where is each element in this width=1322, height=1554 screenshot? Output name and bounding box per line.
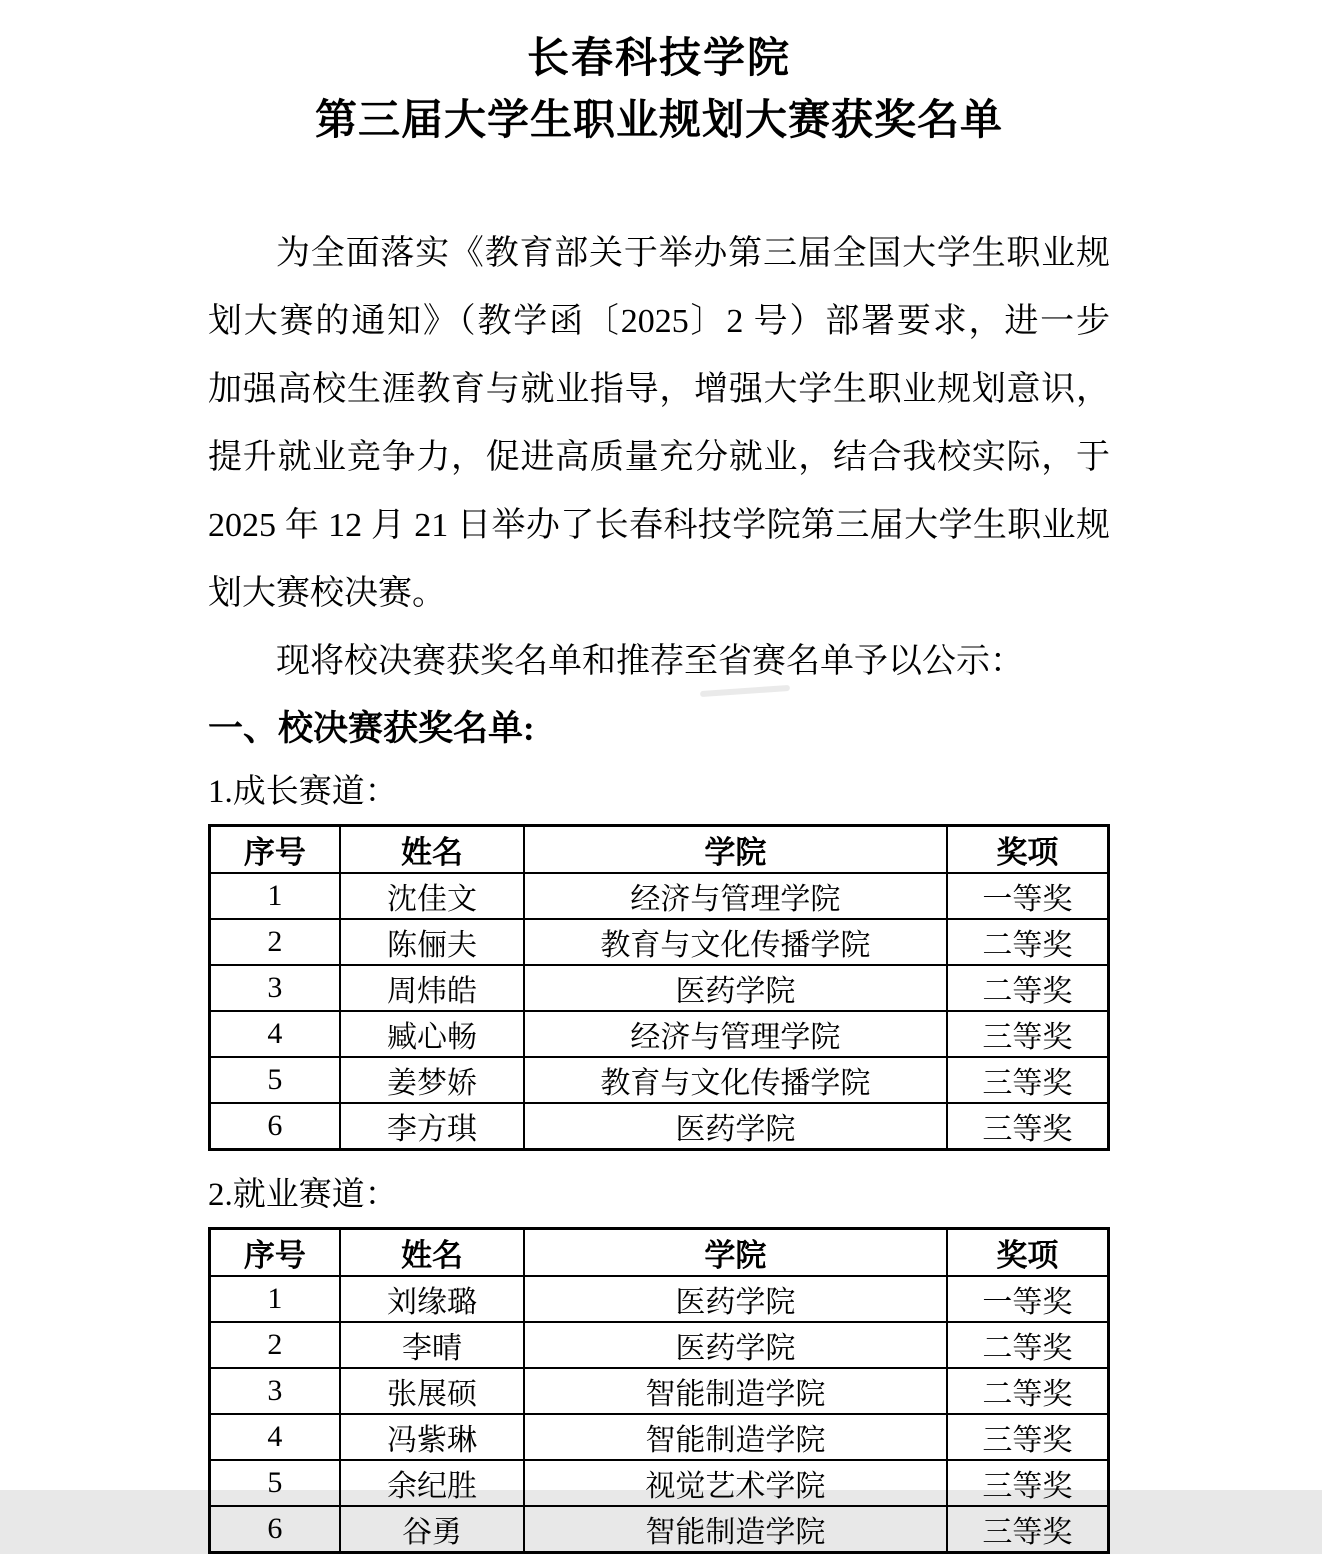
intro-paragraph xyxy=(208,220,1110,628)
intro-line: 加强高校生涯教育与就业指导，增强大学生职业规划意识， xyxy=(208,371,1110,408)
cell-award: 二等奖 xyxy=(947,919,1109,965)
cell-college: 经济与管理学院 xyxy=(524,1011,947,1057)
cell-award: 二等奖 xyxy=(947,1368,1109,1414)
intro-line: 划大赛校决赛。 xyxy=(208,575,446,612)
cell-index: 4 xyxy=(210,1414,340,1460)
cell-college: 医药学院 xyxy=(524,965,947,1011)
column-header-index: 序号 xyxy=(210,1229,340,1277)
cell-name: 陈俪夫 xyxy=(340,919,524,965)
track1-label: 1.成长赛道： xyxy=(208,774,398,810)
table-row xyxy=(210,1276,1109,1322)
cell-college: 医药学院 xyxy=(524,1276,947,1322)
cell-college: 视觉艺术学院 xyxy=(524,1460,947,1506)
column-header-award: 奖项 xyxy=(947,826,1109,874)
cell-college: 经济与管理学院 xyxy=(524,873,947,919)
cell-index: 2 xyxy=(210,1322,340,1368)
cell-name: 张展硕 xyxy=(340,1368,524,1414)
track2-label: 2.就业赛道： xyxy=(208,1177,398,1213)
intro-line: 提升就业竞争力，促进高质量充分就业，结合我校实际，于 xyxy=(208,439,1110,476)
growth-track-table xyxy=(208,824,1110,1151)
column-header-name: 姓名 xyxy=(340,1229,524,1277)
cell-college: 智能制造学院 xyxy=(524,1368,947,1414)
table-row xyxy=(210,1057,1109,1103)
intro-line: 划大赛的通知》（教学函〔2025〕2 号）部署要求，进一步 xyxy=(208,303,1110,340)
cell-award: 三等奖 xyxy=(947,1506,1109,1553)
cell-index: 1 xyxy=(210,873,340,919)
cell-college: 智能制造学院 xyxy=(524,1506,947,1553)
cell-name: 周炜皓 xyxy=(340,965,524,1011)
column-header-college: 学院 xyxy=(524,826,947,874)
table-header-row xyxy=(210,826,1109,874)
cell-award: 一等奖 xyxy=(947,873,1109,919)
cell-award: 三等奖 xyxy=(947,1011,1109,1057)
column-header-name: 姓名 xyxy=(340,826,524,874)
cell-index: 3 xyxy=(210,965,340,1011)
cell-index: 5 xyxy=(210,1057,340,1103)
table-row xyxy=(210,1368,1109,1414)
cell-name: 李晴 xyxy=(340,1322,524,1368)
cell-index: 6 xyxy=(210,1103,340,1150)
cell-name: 沈佳文 xyxy=(340,873,524,919)
cell-award: 一等奖 xyxy=(947,1276,1109,1322)
cell-award: 三等奖 xyxy=(947,1057,1109,1103)
table-header-row xyxy=(210,1229,1109,1277)
cell-index: 1 xyxy=(210,1276,340,1322)
cell-name: 余纪胜 xyxy=(340,1460,524,1506)
cell-index: 3 xyxy=(210,1368,340,1414)
table-row xyxy=(210,919,1109,965)
cell-name: 姜梦娇 xyxy=(340,1057,524,1103)
cell-college: 教育与文化传播学院 xyxy=(524,919,947,965)
announcement-line: 现将校决赛获奖名单和推荐至省赛名单予以公示： xyxy=(276,643,1024,680)
cell-college: 教育与文化传播学院 xyxy=(524,1057,947,1103)
page-subtitle: 第三届大学生职业规划大赛获奖名单 xyxy=(314,98,1003,144)
intro-line: 为全面落实《教育部关于举办第三届全国大学生职业规 xyxy=(276,235,1110,272)
table-row xyxy=(210,1103,1109,1150)
cell-award: 三等奖 xyxy=(947,1460,1109,1506)
table-row xyxy=(210,1322,1109,1368)
cell-award: 二等奖 xyxy=(947,965,1109,1011)
table-row xyxy=(210,1011,1109,1057)
cell-name: 冯紫琳 xyxy=(340,1414,524,1460)
cell-index: 5 xyxy=(210,1460,340,1506)
page-title: 长春科技学院 xyxy=(526,36,791,82)
intro-line: 2025 年 12 月 21 日举办了长春科技学院第三届大学生职业规 xyxy=(208,507,1110,544)
column-header-index: 序号 xyxy=(210,826,340,874)
cell-name: 刘缘璐 xyxy=(340,1276,524,1322)
section-heading-final-list: 一、校决赛获奖名单: xyxy=(208,709,535,748)
table-row xyxy=(210,1460,1109,1506)
cell-award: 三等奖 xyxy=(947,1103,1109,1150)
table-row xyxy=(210,1414,1109,1460)
employment-track-table xyxy=(208,1227,1110,1554)
cell-index: 6 xyxy=(210,1506,340,1553)
cell-college: 智能制造学院 xyxy=(524,1414,947,1460)
cell-index: 2 xyxy=(210,919,340,965)
cell-award: 二等奖 xyxy=(947,1322,1109,1368)
cell-name: 李方琪 xyxy=(340,1103,524,1150)
document-content xyxy=(208,0,1110,1554)
cell-college: 医药学院 xyxy=(524,1322,947,1368)
table-row xyxy=(210,1506,1109,1553)
cell-index: 4 xyxy=(210,1011,340,1057)
cell-award: 三等奖 xyxy=(947,1414,1109,1460)
column-header-award: 奖项 xyxy=(947,1229,1109,1277)
table-row xyxy=(210,965,1109,1011)
cell-college: 医药学院 xyxy=(524,1103,947,1150)
column-header-college: 学院 xyxy=(524,1229,947,1277)
cell-name: 谷勇 xyxy=(340,1506,524,1553)
cell-name: 臧心畅 xyxy=(340,1011,524,1057)
table-row xyxy=(210,873,1109,919)
